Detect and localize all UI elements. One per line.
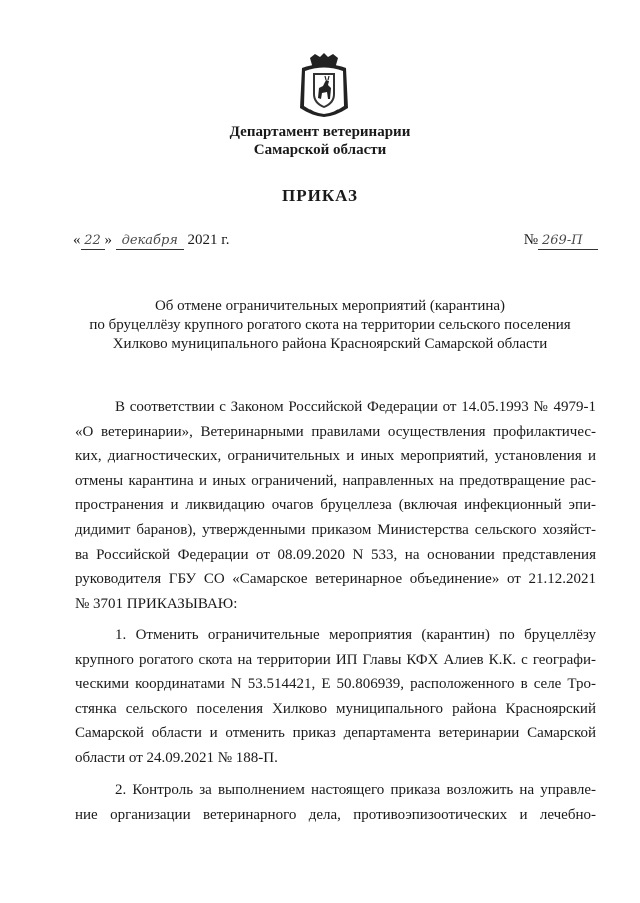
body-line: крупного рогатого скота на территории ИП Главы КФХ Алиев К.К. с географи- [75, 651, 596, 668]
body-line: В соответствии с Законом Российской Федерации от 14.05.1993 № 4979-1 [115, 399, 596, 415]
department-name-line1: Департамент ветеринарии [229, 124, 411, 140]
body-line: Самарской области и отменить приказ департамента ветеринарии Самарской [75, 725, 596, 742]
number-prefix: № [523, 232, 538, 248]
body-line: 2. Контроль за выполнением настоящего приказа возложить на управле- [115, 782, 596, 798]
date-month: декабря [116, 233, 184, 250]
document-title: ПРИКАЗ [282, 186, 358, 205]
paragraph-item-2 [75, 778, 596, 827]
samara-coat-of-arms-icon [296, 52, 352, 118]
body-line: области от 24.09.2021 № 188-П. [75, 749, 278, 766]
number-value: 269-П [538, 233, 598, 250]
document-number [524, 230, 598, 250]
paragraph-item-1 [75, 623, 596, 771]
subject-line: Хилково муниципального района Красноярский Самарской области [112, 336, 548, 352]
body-line: № 3701 ПРИКАЗЫВАЮ: [75, 595, 238, 612]
paragraph-preamble [75, 395, 596, 616]
date-day: 22 [81, 233, 105, 250]
department-name-line2: Самарской области [253, 142, 387, 158]
date-open-quote: « [73, 232, 81, 248]
body-line: пространения и ликвидацию очагов бруцеллеза (включая инфекционный эпи- [75, 497, 596, 514]
document-date [73, 230, 229, 250]
subject-line: Об отмене ограничительных мероприятий (карантина) [154, 298, 506, 314]
document-subject [60, 297, 600, 354]
date-year: 2021 г. [187, 232, 230, 248]
body-line: «О ветеринарии», Ветеринарными правилами осуществления профилактичес- [75, 423, 596, 440]
body-line: ческими координатами N 53.514421, E 50.806939, расположенного в селе Тро- [75, 676, 596, 693]
body-line: ние организации ветеринарного дела, противоэпизоотических и лечебно- [75, 806, 596, 823]
subject-line: по бруцеллёзу крупного рогатого скота на территории сельского поселения [89, 317, 571, 333]
body-line: отмены карантина и иных ограничений, направленных на предотвращение рас- [75, 472, 596, 489]
date-close-quote: » [104, 232, 112, 248]
body-line: руководителя ГБУ СО «Самарское ветеринарное объединение» от 21.12.2021 [75, 571, 596, 588]
body-line: ва Российской Федерации от 08.09.2020 N 533, на основании представления [75, 546, 596, 563]
body-line: 1. Отменить ограничительные мероприятия (карантин) по бруцеллёзу [115, 627, 596, 643]
body-line: стянка сельского поселения Хилково муниципального района Красноярский [75, 700, 596, 717]
body-line: ких, диагностических, ограничительных и иных мероприятий, установления и [75, 448, 596, 465]
body-line: дидимит баранов), утвержденными приказом Министерства сельского хозяйст- [75, 521, 596, 538]
